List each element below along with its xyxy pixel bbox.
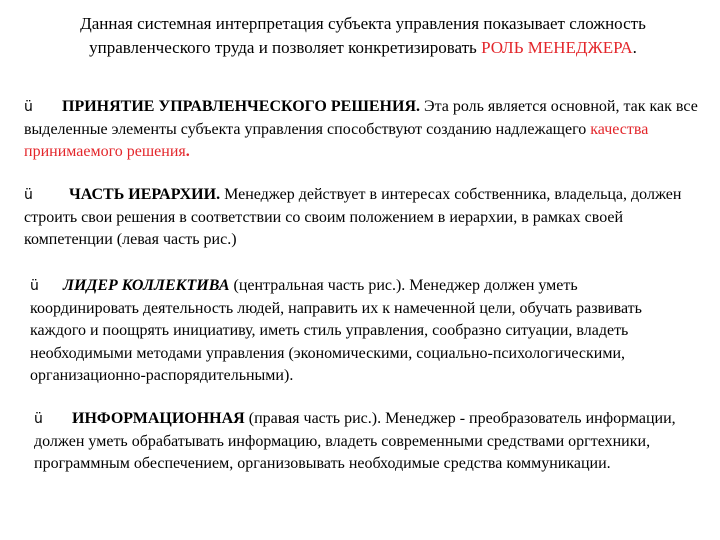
role-information-block <box>34 408 694 476</box>
role-title-decision-end: . <box>416 98 420 115</box>
intro-paragraph <box>18 12 708 60</box>
role-text-hierarchy: Менеджер действует в интересах собственника, владельца, должен строить свои решения в соответствии со своим положением в иерархии, в рамках своей компетенции (левая часть рис.) <box>24 186 682 248</box>
checkmark-icon: ü <box>24 187 33 203</box>
checkmark-icon: ü <box>30 278 39 294</box>
intro-text: Данная системная интерпретация субъекта управления показывает сложность управленческого труда и позволяет конкретизировать <box>80 14 646 57</box>
role-highlight-decision: качества принимаемого решения <box>24 120 649 160</box>
role-title-leader: ЛИДЕР КОЛЛЕКТИВА <box>63 277 230 294</box>
role-title-hierarchy: ЧАСТЬ ИЕРАРХИИ <box>69 186 217 203</box>
role-title-decision: ПРИНЯТИЕ УПРАВЛЕНЧЕСКОГО РЕШЕНИЯ <box>62 98 416 115</box>
role-text-information: (правая часть рис.). Менеджер - преобразователь информации, должен уметь обрабатывать информацию, владеть современными средствами оргтехники, программным обеспечением, организовывать необходимые средства коммуникации. <box>34 410 676 472</box>
checkmark-icon: ü <box>34 411 43 427</box>
checkmark-icon: ü <box>24 99 33 115</box>
intro-text-end: . <box>632 38 637 57</box>
role-leader-block <box>30 275 690 388</box>
role-decision-block <box>24 96 704 164</box>
intro-highlight-role: РОЛЬ МЕНЕДЖЕРА <box>481 38 633 57</box>
role-hierarchy-block <box>24 184 704 252</box>
role-text-decision: Эта роль является основной, так как все выделенные элементы субъекта управления способствуют созданию надлежащего <box>24 98 698 138</box>
role-text-decision-end: . <box>185 143 190 160</box>
role-text-leader: (центральная часть рис.). Менеджер должен уметь координировать деятельность людей, направить их к намеченной цели, обучать развивать каждого и поощрять инициативу, иметь стиль управления, сообразно ситуации, владеть необходимыми методами управления (экономическими, социально-психологическими, организационно-распорядительными). <box>30 277 642 384</box>
role-title-hierarchy-end: . <box>216 186 221 203</box>
role-title-information: ИНФОРМАЦИОННАЯ <box>72 410 245 427</box>
